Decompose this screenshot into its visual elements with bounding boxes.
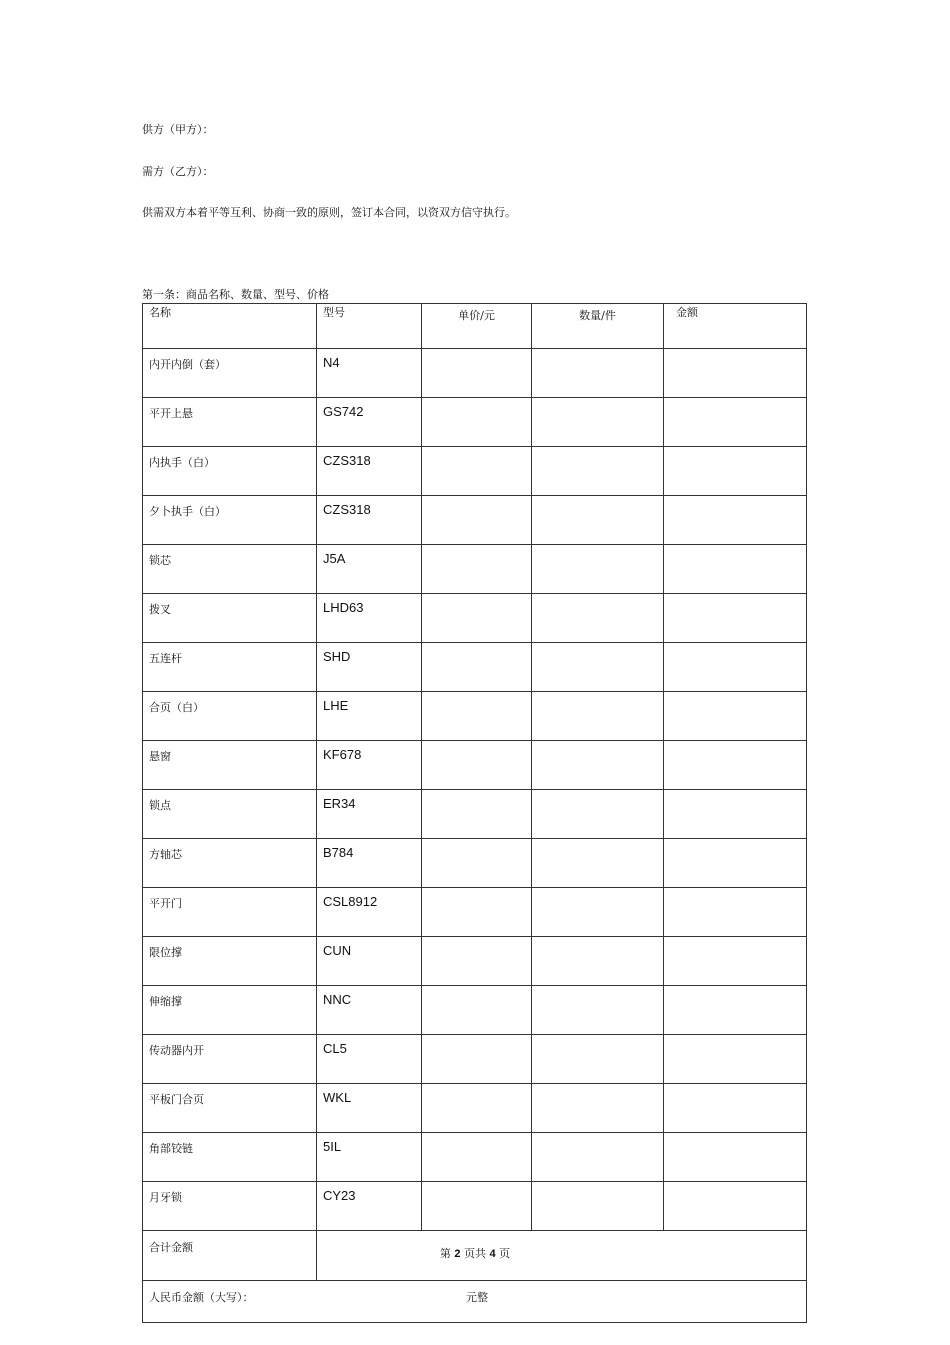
item-unit-price[interactable]	[422, 1133, 532, 1182]
item-unit-price[interactable]	[422, 839, 532, 888]
table-row	[143, 1133, 807, 1182]
item-quantity[interactable]	[532, 937, 664, 986]
item-quantity[interactable]	[532, 1084, 664, 1133]
item-name: 方轴芯	[143, 839, 317, 888]
item-unit-price[interactable]	[422, 986, 532, 1035]
item-name: 五连杆	[143, 643, 317, 692]
item-model: CUN	[317, 937, 422, 986]
item-name: 月牙锁	[143, 1182, 317, 1231]
item-amount[interactable]	[664, 790, 807, 839]
item-unit-price[interactable]	[422, 594, 532, 643]
item-name: 平板门合页	[143, 1084, 317, 1133]
rmb-amount-cell[interactable]	[143, 1281, 807, 1323]
table-row	[143, 496, 807, 545]
contract-intro: 供需双方本着平等互利、协商一致的原则，签订本合同，以资双方信守执行。	[142, 206, 516, 219]
item-name: 悬窗	[143, 741, 317, 790]
item-name: 内开内倒（套）	[143, 349, 317, 398]
item-model: WKL	[317, 1084, 422, 1133]
item-name: 伸缩撑	[143, 986, 317, 1035]
item-model: J5A	[317, 545, 422, 594]
item-amount[interactable]	[664, 496, 807, 545]
page-footer	[0, 1245, 950, 1261]
item-quantity[interactable]	[532, 398, 664, 447]
item-unit-price[interactable]	[422, 447, 532, 496]
item-amount[interactable]	[664, 1133, 807, 1182]
table-row	[143, 349, 807, 398]
item-model: CY23	[317, 1182, 422, 1231]
item-model: KF678	[317, 741, 422, 790]
item-name: 锁点	[143, 790, 317, 839]
footer-middle: 页共	[464, 1247, 486, 1260]
item-quantity[interactable]	[532, 594, 664, 643]
item-unit-price[interactable]	[422, 545, 532, 594]
item-quantity[interactable]	[532, 447, 664, 496]
table-row	[143, 839, 807, 888]
item-unit-price[interactable]	[422, 692, 532, 741]
buyer-label: 需方（乙方）：	[142, 165, 214, 178]
header-name: 名称	[143, 304, 317, 349]
table-row	[143, 1084, 807, 1133]
item-name: 平开上悬	[143, 398, 317, 447]
item-quantity[interactable]	[532, 986, 664, 1035]
total-amount-label: 合计金额	[143, 1231, 317, 1281]
table-row	[143, 888, 807, 937]
item-quantity[interactable]	[532, 1035, 664, 1084]
article-one-title: 第一条：商品名称、数量、型号、价格	[142, 288, 329, 301]
item-unit-price[interactable]	[422, 1035, 532, 1084]
item-name: 锁芯	[143, 545, 317, 594]
table-row	[143, 594, 807, 643]
item-amount[interactable]	[664, 643, 807, 692]
item-model: CZS318	[317, 447, 422, 496]
item-unit-price[interactable]	[422, 888, 532, 937]
item-model: N4	[317, 349, 422, 398]
item-amount[interactable]	[664, 839, 807, 888]
item-amount[interactable]	[664, 594, 807, 643]
table-row	[143, 937, 807, 986]
table-row	[143, 986, 807, 1035]
item-quantity[interactable]	[532, 692, 664, 741]
item-unit-price[interactable]	[422, 349, 532, 398]
item-model: LHD63	[317, 594, 422, 643]
footer-prefix: 第	[439, 1247, 451, 1260]
item-amount[interactable]	[664, 447, 807, 496]
header-unit-price: 单价/元	[422, 304, 532, 349]
rmb-amount-suffix: 元整	[466, 1291, 488, 1304]
item-unit-price[interactable]	[422, 741, 532, 790]
item-amount[interactable]	[664, 986, 807, 1035]
supplier-label: 供方（甲方）：	[142, 123, 214, 136]
table-row	[143, 447, 807, 496]
footer-page-number: 2	[454, 1248, 461, 1260]
table-row	[143, 398, 807, 447]
table-header-row	[143, 304, 807, 349]
table-row	[143, 741, 807, 790]
item-unit-price[interactable]	[422, 398, 532, 447]
item-model: CZS318	[317, 496, 422, 545]
item-unit-price[interactable]	[422, 643, 532, 692]
item-amount[interactable]	[664, 545, 807, 594]
item-amount[interactable]	[664, 349, 807, 398]
table-row	[143, 1182, 807, 1231]
item-model: ER34	[317, 790, 422, 839]
item-amount[interactable]	[664, 888, 807, 937]
item-name: 夕卜执手（白）	[143, 496, 317, 545]
item-amount[interactable]	[664, 1182, 807, 1231]
item-quantity[interactable]	[532, 545, 664, 594]
item-amount[interactable]	[664, 937, 807, 986]
header-amount: 金额	[664, 304, 807, 349]
item-unit-price[interactable]	[422, 1084, 532, 1133]
item-name: 限位撑	[143, 937, 317, 986]
item-quantity[interactable]	[532, 839, 664, 888]
footer-suffix: 页	[499, 1247, 511, 1260]
item-name: 角部铰链	[143, 1133, 317, 1182]
item-unit-price[interactable]	[422, 496, 532, 545]
table-row	[143, 545, 807, 594]
item-amount[interactable]	[664, 1084, 807, 1133]
item-unit-price[interactable]	[422, 937, 532, 986]
item-name: 合页（白）	[143, 692, 317, 741]
item-quantity[interactable]	[532, 1182, 664, 1231]
item-quantity[interactable]	[532, 888, 664, 937]
table-row	[143, 692, 807, 741]
rmb-amount-label: 人民币金额（大写）：	[149, 1291, 254, 1304]
table-row	[143, 790, 807, 839]
item-quantity[interactable]	[532, 790, 664, 839]
item-amount[interactable]	[664, 398, 807, 447]
item-model: NNC	[317, 986, 422, 1035]
item-model: 5IL	[317, 1133, 422, 1182]
item-amount[interactable]	[664, 1035, 807, 1084]
item-quantity[interactable]	[532, 1133, 664, 1182]
item-model: CSL8912	[317, 888, 422, 937]
item-model: CL5	[317, 1035, 422, 1084]
header-model: 型号	[317, 304, 422, 349]
item-unit-price[interactable]	[422, 1182, 532, 1231]
item-name: 内执手（白）	[143, 447, 317, 496]
header-quantity: 数量/件	[532, 304, 664, 349]
item-model: GS742	[317, 398, 422, 447]
item-name: 传动器内开	[143, 1035, 317, 1084]
item-model: B784	[317, 839, 422, 888]
item-name: 平开门	[143, 888, 317, 937]
table-row	[143, 1035, 807, 1084]
item-amount[interactable]	[664, 692, 807, 741]
item-unit-price[interactable]	[422, 790, 532, 839]
item-quantity[interactable]	[532, 741, 664, 790]
footer-total-pages: 4	[489, 1248, 496, 1260]
item-model: SHD	[317, 643, 422, 692]
rmb-row	[143, 1281, 807, 1323]
item-amount[interactable]	[664, 741, 807, 790]
goods-table	[142, 303, 807, 1323]
item-quantity[interactable]	[532, 496, 664, 545]
item-name: 拨叉	[143, 594, 317, 643]
item-quantity[interactable]	[532, 643, 664, 692]
table-row	[143, 643, 807, 692]
item-model: LHE	[317, 692, 422, 741]
item-quantity[interactable]	[532, 349, 664, 398]
